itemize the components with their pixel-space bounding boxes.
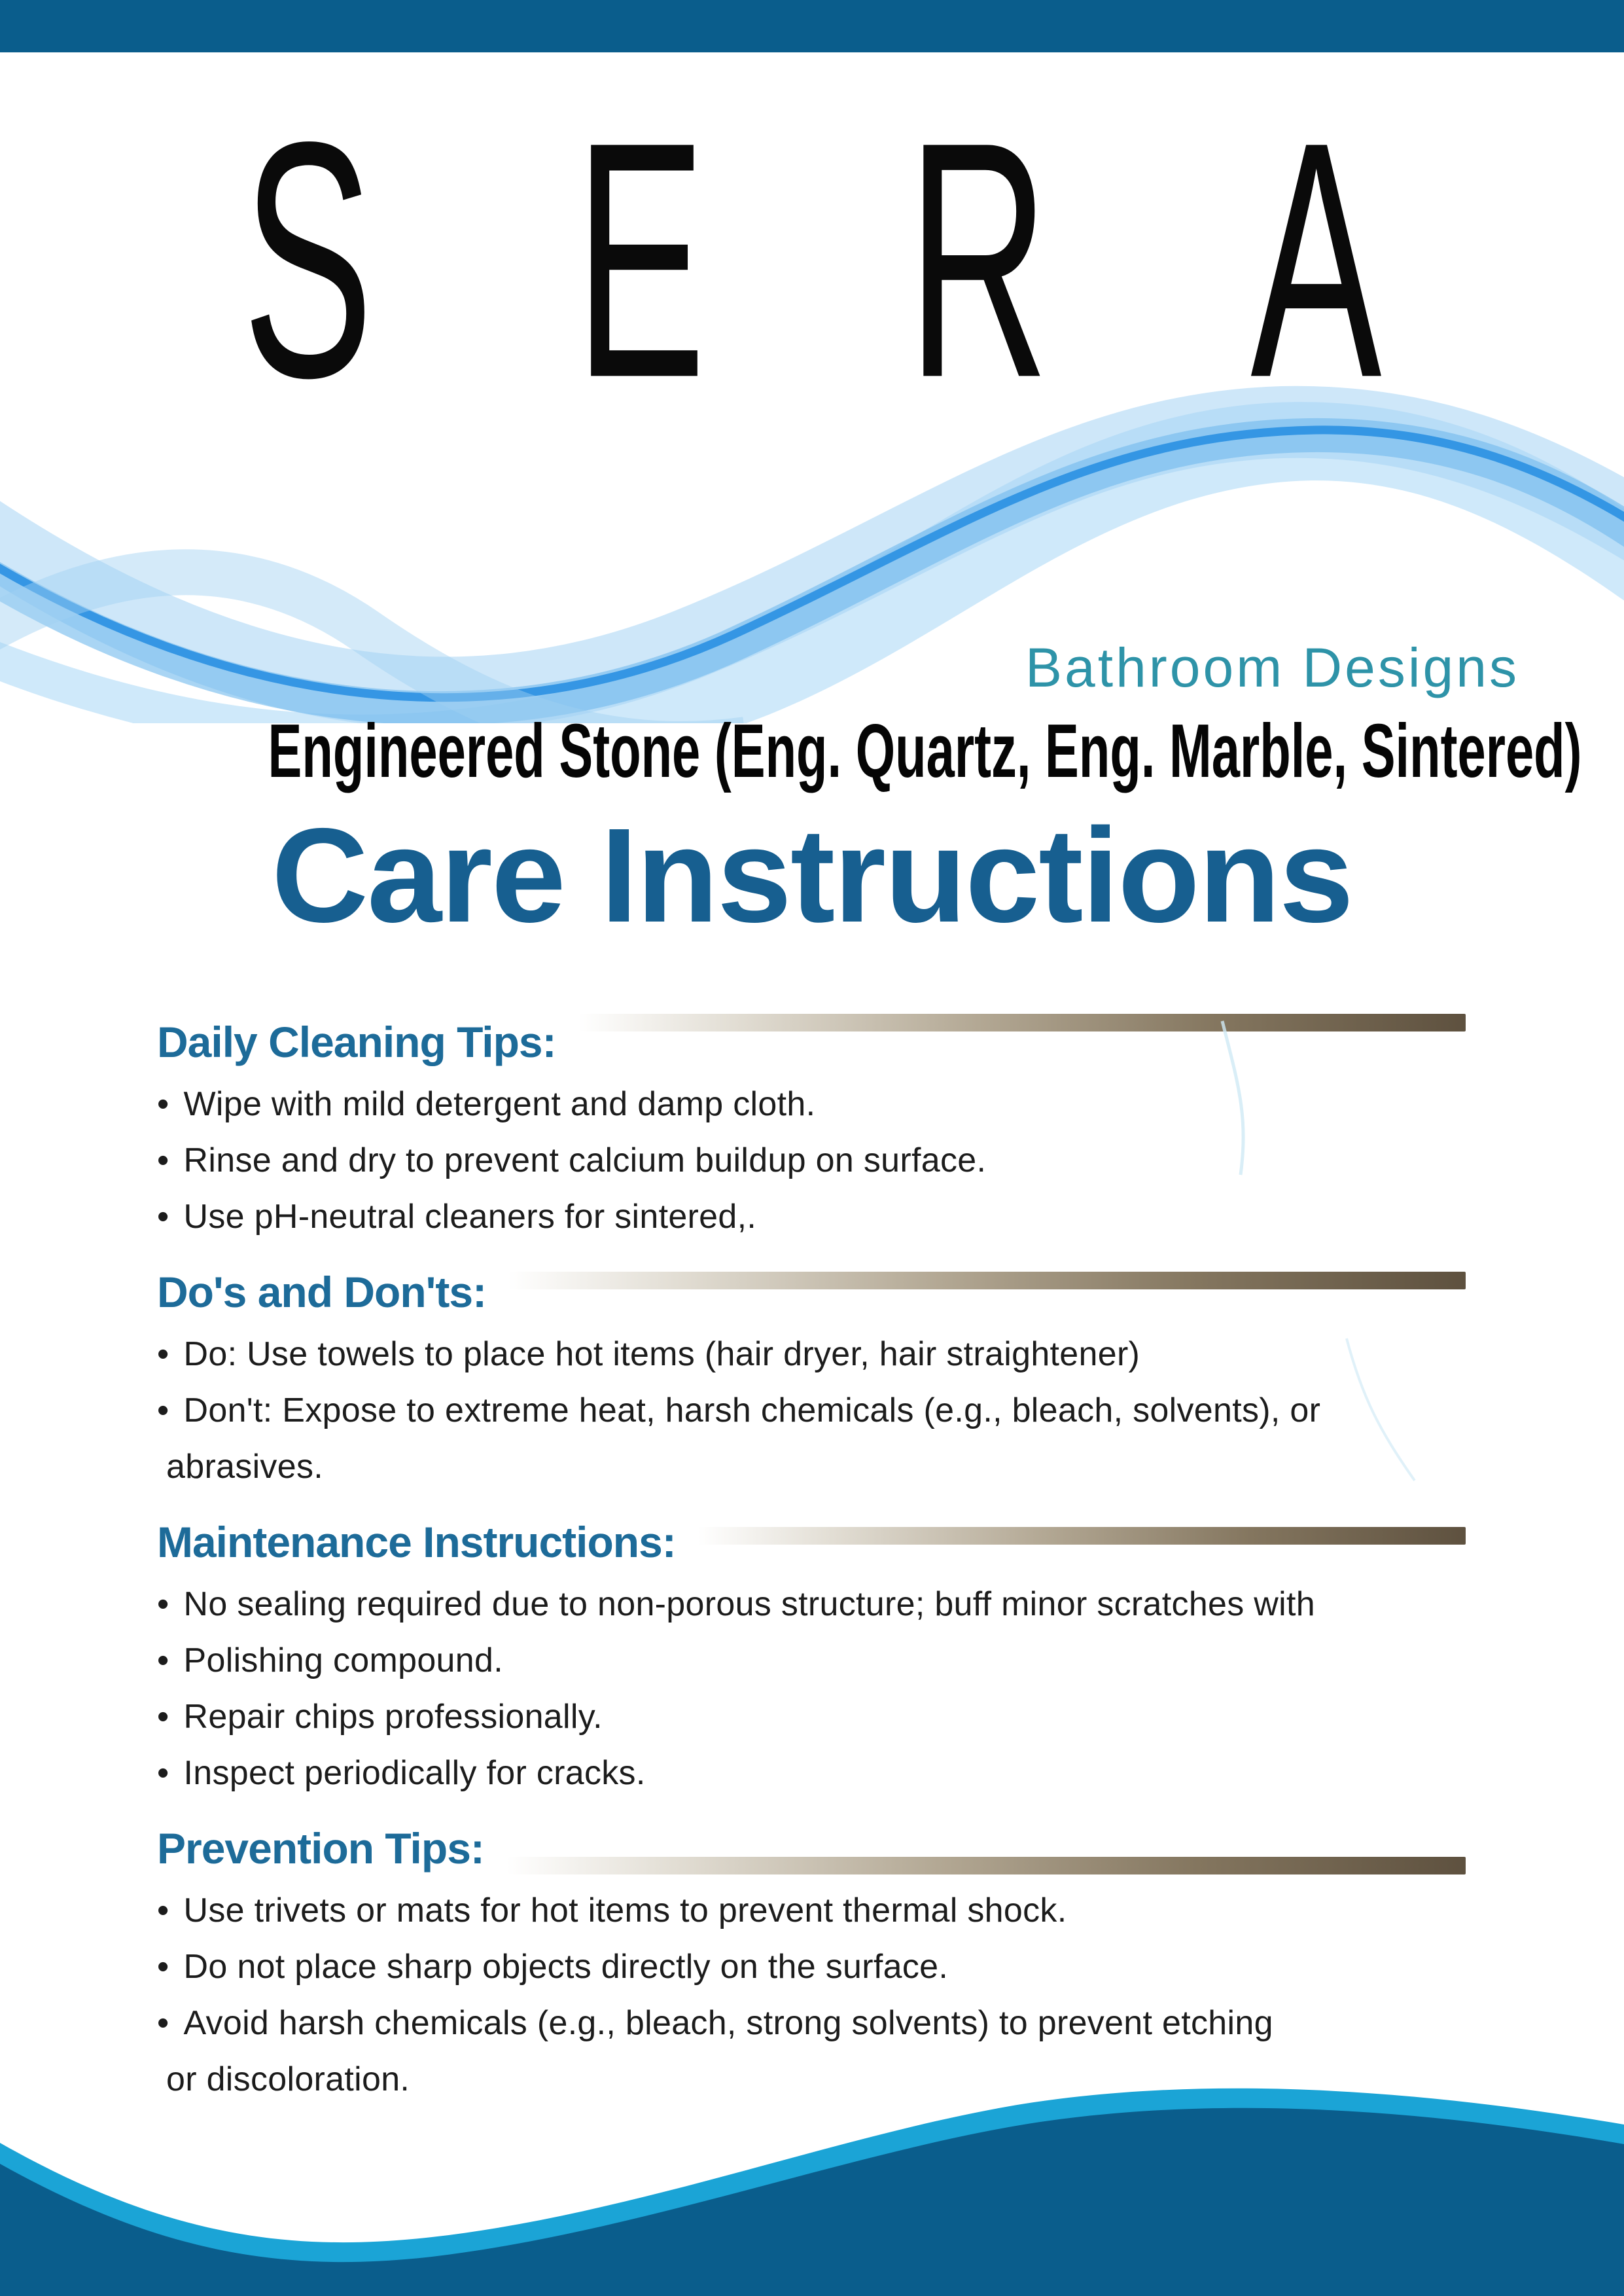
bullet-item: [157, 1084, 1466, 1124]
bullet-text: Do: Use towels to place hot items (hair dryer, hair straightener): [183, 1335, 1140, 1373]
bullet-item: [157, 1946, 1466, 1987]
care-sections: [157, 1013, 1466, 2126]
bullet-item: [157, 1584, 1466, 1624]
bullet-text: Use pH-neutral cleaners for sintered,.: [183, 1198, 757, 1236]
bullet-item: [157, 1140, 1466, 1181]
section-heading-row: [157, 1820, 1466, 1877]
bullet-list: [157, 1334, 1466, 1487]
footer-wave-dark: [0, 2108, 1624, 2296]
bullet-item: [157, 1390, 1466, 1431]
bullet-dot: •: [157, 1641, 169, 1679]
section-heading-row: [157, 1263, 1466, 1321]
section-heading: Prevention Tips:: [157, 1823, 484, 1873]
brand-tagline: Bathroom Designs: [1025, 637, 1519, 698]
bullet-text: Avoid harsh chemicals (e.g., bleach, strong solvents) to prevent etching: [183, 2004, 1273, 2042]
bullet-list: [157, 1084, 1466, 1237]
bullet-text: Use trivets or mats for hot items to prevent thermal shock.: [183, 1892, 1067, 1929]
bullet-item: [157, 2003, 1466, 2043]
section-rule: [506, 1857, 1466, 1874]
bullet-item: [157, 1196, 1466, 1237]
brand-logo: SERA: [242, 71, 1583, 448]
care-section: [157, 1820, 1466, 2100]
section-heading-row: [157, 1013, 1466, 1071]
care-section: [157, 1013, 1466, 1237]
bullet-text: Do not place sharp objects directly on the surface.: [183, 1948, 949, 1986]
section-rule: [698, 1527, 1466, 1545]
bullet-dot: •: [157, 1585, 169, 1623]
bullet-dot: •: [157, 1198, 169, 1236]
bullet-dot: •: [157, 1892, 169, 1929]
page-title: Care Instructions: [272, 800, 1352, 950]
bullet-text: Wipe with mild detergent and damp cloth.: [183, 1085, 816, 1123]
footer-wave: [0, 2060, 1624, 2296]
bullet-text: Rinse and dry to prevent calcium buildup on surface.: [183, 1141, 987, 1179]
section-rule: [508, 1272, 1466, 1289]
bullet-dot: •: [157, 1335, 169, 1373]
bullet-text: or discoloration.: [166, 2060, 410, 2098]
top-accent-bar: [0, 0, 1624, 52]
material-subtitle: Engineered Stone (Eng. Quartz, Eng. Marble, Sintered): [268, 708, 1582, 793]
bullet-dot: •: [157, 1391, 169, 1429]
bullet-text: abrasives.: [166, 1448, 323, 1486]
section-heading: Maintenance Instructions:: [157, 1517, 676, 1566]
bullet-item: [157, 1640, 1466, 1681]
bullet-dot: •: [157, 1948, 169, 1986]
section-heading: Daily Cleaning Tips:: [157, 1017, 556, 1066]
bullet-list: [157, 1584, 1466, 1793]
bullet-item: [157, 1890, 1466, 1931]
care-section: [157, 1263, 1466, 1487]
section-heading: Do's and Don'ts:: [157, 1267, 487, 1316]
section-rule: [578, 1014, 1466, 1031]
bullet-dot: •: [157, 1754, 169, 1792]
section-heading-row: [157, 1513, 1466, 1571]
bullet-continuation: [157, 1446, 1466, 1487]
bullet-dot: •: [157, 1698, 169, 1736]
bullet-text: No sealing required due to non-porous structure; buff minor scratches with: [183, 1585, 1315, 1623]
bullet-text: Polishing compound.: [183, 1641, 503, 1679]
bullet-dot: •: [157, 2004, 169, 2042]
bullet-item: [157, 1753, 1466, 1793]
bullet-dot: •: [157, 1141, 169, 1179]
bullet-dot: •: [157, 1085, 169, 1123]
care-section: [157, 1513, 1466, 1793]
bullet-text: Inspect periodically for cracks.: [183, 1754, 646, 1792]
bullet-text: Don't: Expose to extreme heat, harsh chemicals (e.g., bleach, solvents), or: [183, 1391, 1321, 1429]
bullet-text: Repair chips professionally.: [183, 1698, 603, 1736]
bullet-item: [157, 1334, 1466, 1374]
bullet-item: [157, 1696, 1466, 1737]
